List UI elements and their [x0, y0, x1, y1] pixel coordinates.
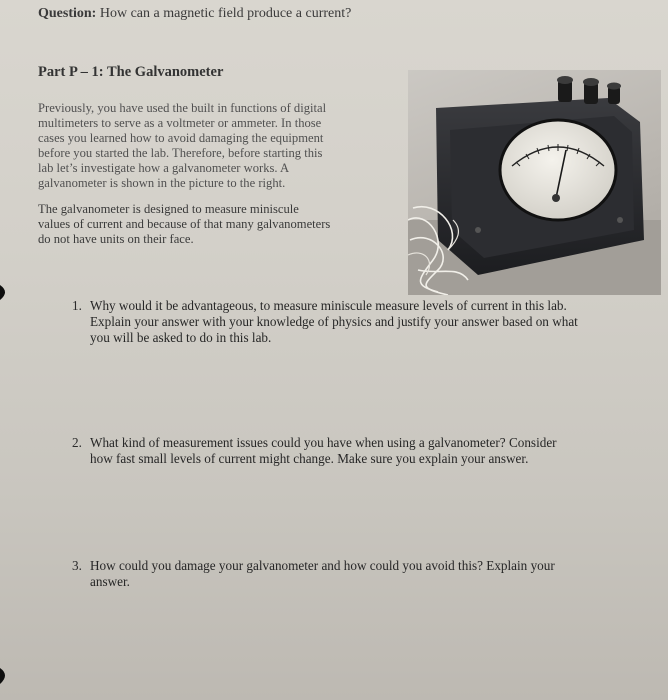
intro-line: cases you learned how to avoid damaging the equipment — [38, 131, 324, 145]
intro-line: The galvanometer is designed to measure miniscule — [38, 202, 299, 216]
question-text-block — [90, 435, 662, 467]
intro-line: before you started the lab. Therefore, before starting this — [38, 146, 323, 160]
intro-line: lab let’s investigate how a galvanometer works. A — [38, 161, 290, 175]
intro-line: Previously, you have used the built in functions of digital — [38, 101, 327, 115]
question-number: 1. — [72, 298, 82, 313]
question-line: how fast small levels of current might change. Make sure you explain your answer. — [90, 451, 529, 466]
question-line: you will be asked to do in this lab. — [90, 330, 272, 345]
intro-line: multimeters to serve as a voltmeter or ammeter. In those — [38, 116, 322, 130]
intro-line: do not have units on their face. — [38, 232, 194, 246]
question-line: Why would it be advantageous, to measure miniscule measure levels of current in this lab. — [90, 298, 567, 313]
question-line: Explain your answer with your knowledge of physics and justify your answer based on what — [90, 314, 578, 329]
question-label: Question: — [38, 6, 97, 21]
question-heading — [38, 6, 351, 22]
intro-text — [38, 101, 406, 247]
question-text: How can a magnetic field produce a current? — [96, 6, 352, 21]
question-number: 3. — [72, 558, 82, 573]
part-title: Part P – 1: The Galvanometer — [38, 64, 224, 80]
question-text-block — [90, 558, 662, 590]
binder-edge — [0, 0, 14, 700]
intro-line: galvanometer is shown in the picture to the right. — [38, 176, 286, 190]
question-number: 2. — [72, 435, 82, 450]
question-line: answer. — [90, 574, 130, 589]
question-line: How could you damage your galvanometer and how could you avoid this? Explain your — [90, 558, 555, 573]
intro-line: values of current and because of that many galvanometers — [38, 217, 331, 231]
question-text-block — [90, 298, 662, 346]
question-line: What kind of measurement issues could you have when using a galvanometer? Consider — [90, 435, 557, 450]
galvanometer-illustration — [408, 70, 661, 295]
galvanometer-photo — [408, 70, 661, 295]
